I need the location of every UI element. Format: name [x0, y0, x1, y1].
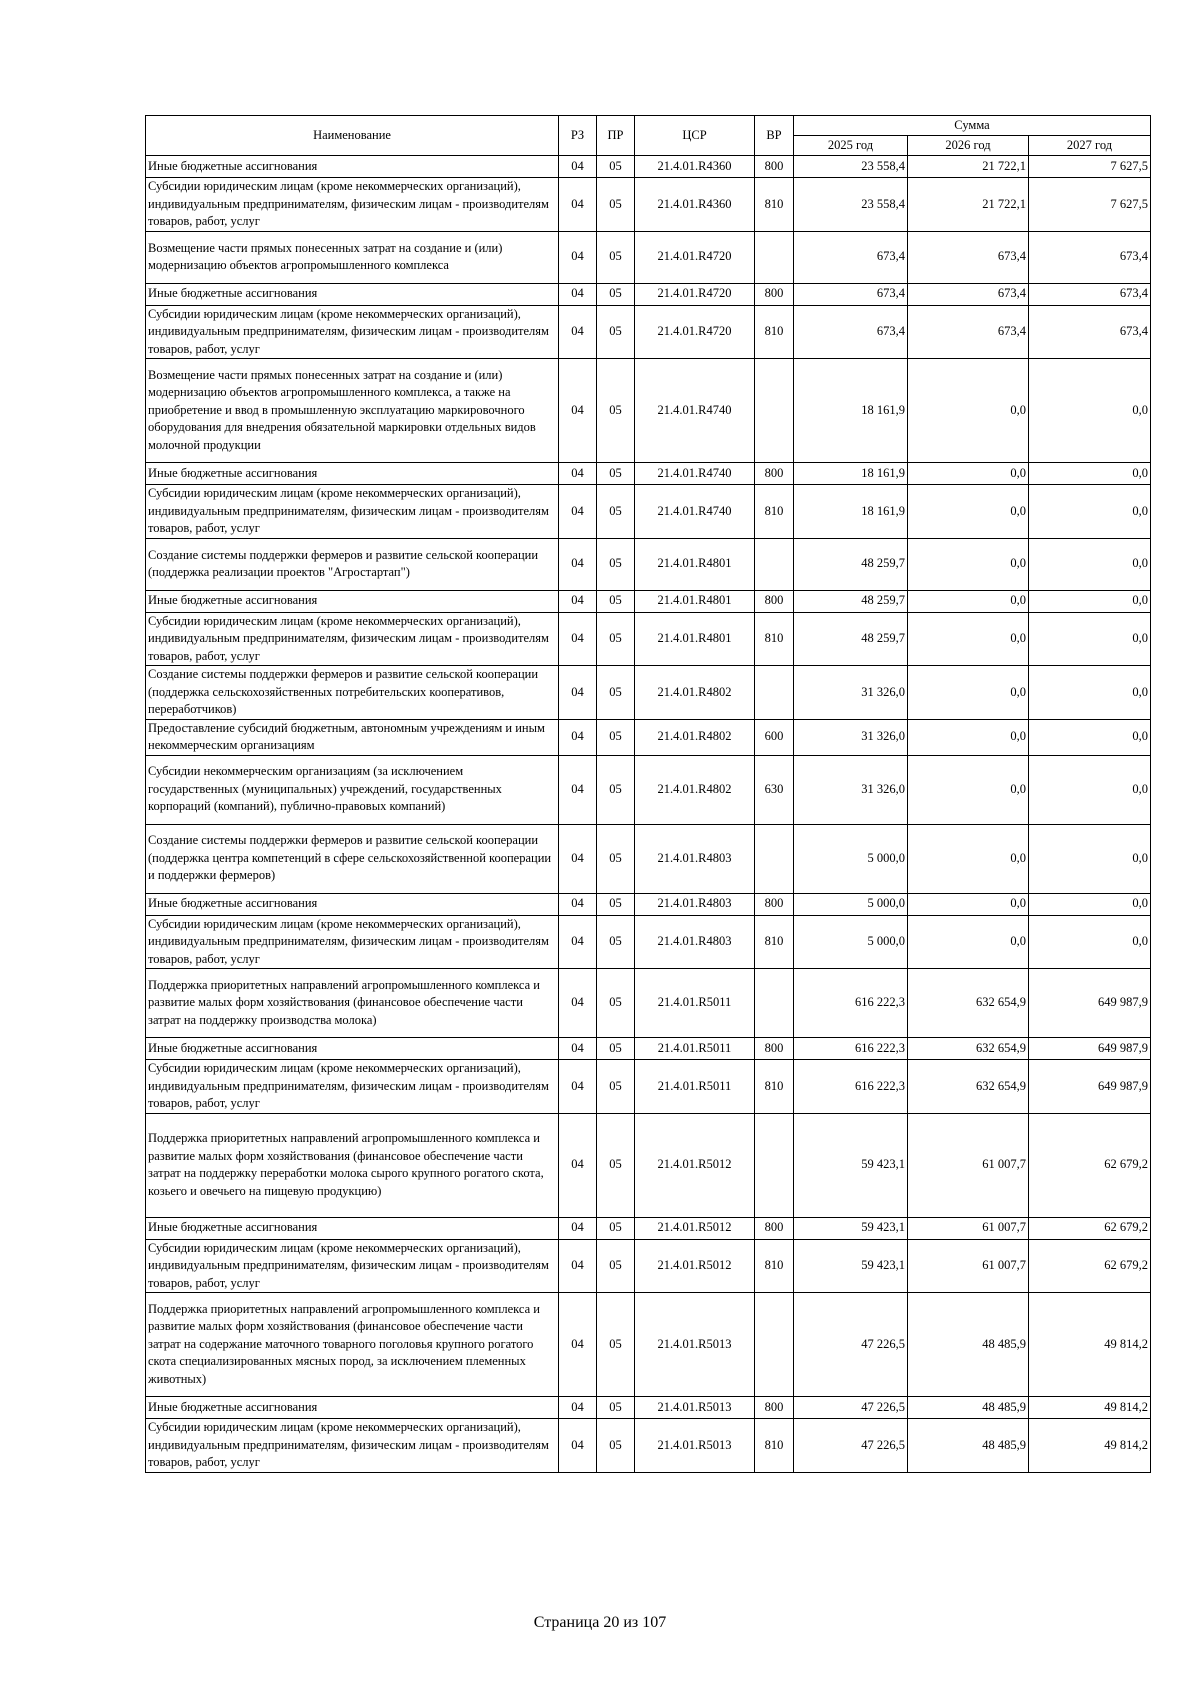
cell-rz: 04 — [559, 969, 597, 1038]
table-row — [146, 283, 1151, 305]
cell-2025: 5 000,0 — [794, 893, 908, 915]
cell-name: Субсидии юридическим лицам (кроме некоммерческих организаций), индивидуальным предпринимателям, физическим лицам - производителям товаров, работ, услуг — [146, 1239, 559, 1293]
cell-csr: 21.4.01.R4720 — [635, 283, 755, 305]
cell-pr: 05 — [597, 1293, 635, 1397]
cell-rz: 04 — [559, 755, 597, 824]
cell-vr: 810 — [755, 612, 794, 666]
cell-2025: 59 423,1 — [794, 1239, 908, 1293]
table-body — [146, 156, 1151, 1473]
cell-vr — [755, 359, 794, 463]
cell-vr — [755, 1113, 794, 1217]
cell-name: Иные бюджетные ассигнования — [146, 590, 559, 612]
cell-csr: 21.4.01.R5012 — [635, 1217, 755, 1239]
cell-csr: 21.4.01.R5011 — [635, 1060, 755, 1114]
cell-pr: 05 — [597, 305, 635, 359]
cell-2026: 48 485,9 — [908, 1293, 1029, 1397]
cell-name: Иные бюджетные ассигнования — [146, 156, 559, 178]
cell-pr: 05 — [597, 1239, 635, 1293]
cell-vr: 630 — [755, 755, 794, 824]
cell-name: Возмещение части прямых понесенных затрат на создание и (или) модернизацию объектов агропромышленного комплекса — [146, 231, 559, 283]
cell-rz: 04 — [559, 1038, 597, 1060]
cell-name: Поддержка приоритетных направлений агропромышленного комплекса и развитие малых форм хозяйствования (финансовое обеспечение части затрат на поддержку переработки молока сырого крупного рогатого скота, козьего и овечьего на пищевую продукцию) — [146, 1113, 559, 1217]
cell-2025: 616 222,3 — [794, 1060, 908, 1114]
cell-pr: 05 — [597, 178, 635, 232]
cell-rz: 04 — [559, 1217, 597, 1239]
table-row — [146, 359, 1151, 463]
cell-2026: 0,0 — [908, 824, 1029, 893]
table-row — [146, 156, 1151, 178]
cell-2026: 632 654,9 — [908, 969, 1029, 1038]
cell-2027: 0,0 — [1029, 719, 1151, 755]
cell-pr: 05 — [597, 231, 635, 283]
cell-vr — [755, 666, 794, 720]
cell-csr: 21.4.01.R5013 — [635, 1419, 755, 1473]
cell-pr: 05 — [597, 915, 635, 969]
cell-name: Возмещение части прямых понесенных затрат на создание и (или) модернизацию объектов агропромышленного комплекса, а также на приобретение и ввод в промышленную эксплуатацию маркировочного оборудования для внедрения обязательной маркировки отдельных видов молочной продукции — [146, 359, 559, 463]
cell-vr: 800 — [755, 1397, 794, 1419]
cell-2025: 48 259,7 — [794, 590, 908, 612]
table-row — [146, 893, 1151, 915]
cell-name: Субсидии юридическим лицам (кроме некоммерческих организаций), индивидуальным предпринимателям, физическим лицам - производителям товаров, работ, услуг — [146, 178, 559, 232]
cell-pr: 05 — [597, 1060, 635, 1114]
cell-2026: 0,0 — [908, 612, 1029, 666]
cell-pr: 05 — [597, 1217, 635, 1239]
cell-2027: 7 627,5 — [1029, 178, 1151, 232]
cell-2026: 21 722,1 — [908, 156, 1029, 178]
cell-2026: 0,0 — [908, 893, 1029, 915]
cell-pr: 05 — [597, 590, 635, 612]
cell-2026: 0,0 — [908, 590, 1029, 612]
table-row — [146, 824, 1151, 893]
cell-2027: 649 987,9 — [1029, 969, 1151, 1038]
cell-2026: 21 722,1 — [908, 178, 1029, 232]
cell-2025: 5 000,0 — [794, 915, 908, 969]
table-row — [146, 612, 1151, 666]
cell-rz: 04 — [559, 915, 597, 969]
cell-2025: 59 423,1 — [794, 1217, 908, 1239]
cell-2025: 18 161,9 — [794, 463, 908, 485]
header-sum: Сумма — [794, 116, 1151, 136]
table-row — [146, 1293, 1151, 1397]
table-row — [146, 590, 1151, 612]
cell-rz: 04 — [559, 1293, 597, 1397]
cell-csr: 21.4.01.R4740 — [635, 485, 755, 539]
header-csr: ЦСР — [635, 116, 755, 156]
cell-2025: 31 326,0 — [794, 719, 908, 755]
cell-2025: 47 226,5 — [794, 1419, 908, 1473]
cell-csr: 21.4.01.R4360 — [635, 156, 755, 178]
header-name: Наименование — [146, 116, 559, 156]
cell-2027: 49 814,2 — [1029, 1293, 1151, 1397]
table-row — [146, 1217, 1151, 1239]
cell-vr: 800 — [755, 1038, 794, 1060]
cell-2026: 61 007,7 — [908, 1239, 1029, 1293]
cell-csr: 21.4.01.R5013 — [635, 1397, 755, 1419]
cell-vr: 800 — [755, 283, 794, 305]
cell-2027: 0,0 — [1029, 666, 1151, 720]
cell-vr: 810 — [755, 178, 794, 232]
cell-rz: 04 — [559, 231, 597, 283]
cell-pr: 05 — [597, 359, 635, 463]
cell-csr: 21.4.01.R5011 — [635, 969, 755, 1038]
cell-2026: 673,4 — [908, 283, 1029, 305]
cell-2026: 48 485,9 — [908, 1419, 1029, 1473]
cell-rz: 04 — [559, 590, 597, 612]
cell-vr: 810 — [755, 1419, 794, 1473]
cell-csr: 21.4.01.R5012 — [635, 1113, 755, 1217]
cell-csr: 21.4.01.R4803 — [635, 893, 755, 915]
cell-csr: 21.4.01.R4720 — [635, 305, 755, 359]
table-row — [146, 305, 1151, 359]
cell-rz: 04 — [559, 485, 597, 539]
cell-rz: 04 — [559, 1239, 597, 1293]
cell-name: Иные бюджетные ассигнования — [146, 1397, 559, 1419]
cell-2025: 673,4 — [794, 305, 908, 359]
cell-2027: 49 814,2 — [1029, 1397, 1151, 1419]
cell-rz: 04 — [559, 1419, 597, 1473]
cell-2026: 673,4 — [908, 305, 1029, 359]
cell-2025: 48 259,7 — [794, 612, 908, 666]
cell-name: Предоставление субсидий бюджетным, автономным учреждениям и иным некоммерческим организациям — [146, 719, 559, 755]
cell-rz: 04 — [559, 538, 597, 590]
cell-pr: 05 — [597, 969, 635, 1038]
cell-2027: 0,0 — [1029, 463, 1151, 485]
cell-csr: 21.4.01.R5011 — [635, 1038, 755, 1060]
cell-2027: 62 679,2 — [1029, 1239, 1151, 1293]
cell-name: Поддержка приоритетных направлений агропромышленного комплекса и развитие малых форм хозяйствования (финансовое обеспечение части затрат на содержание маточного товарного поголовья крупного рогатого скота специализированных мясных пород, за исключением племенных животных) — [146, 1293, 559, 1397]
cell-vr: 800 — [755, 590, 794, 612]
cell-2025: 673,4 — [794, 231, 908, 283]
cell-2025: 47 226,5 — [794, 1293, 908, 1397]
cell-2027: 62 679,2 — [1029, 1217, 1151, 1239]
cell-csr: 21.4.01.R4720 — [635, 231, 755, 283]
cell-2026: 0,0 — [908, 915, 1029, 969]
cell-pr: 05 — [597, 1419, 635, 1473]
cell-2026: 0,0 — [908, 359, 1029, 463]
cell-name: Иные бюджетные ассигнования — [146, 1217, 559, 1239]
cell-name: Иные бюджетные ассигнования — [146, 893, 559, 915]
cell-2025: 23 558,4 — [794, 156, 908, 178]
cell-pr: 05 — [597, 755, 635, 824]
cell-rz: 04 — [559, 359, 597, 463]
table-row — [146, 1060, 1151, 1114]
table-row — [146, 719, 1151, 755]
cell-name: Иные бюджетные ассигнования — [146, 283, 559, 305]
table-header — [146, 116, 1151, 156]
cell-name: Субсидии некоммерческим организациям (за исключением государственных (муниципальных) учреждений, государственных корпораций (компаний), публично-правовых компаний) — [146, 755, 559, 824]
table-row — [146, 666, 1151, 720]
cell-rz: 04 — [559, 612, 597, 666]
table-row — [146, 1113, 1151, 1217]
cell-rz: 04 — [559, 719, 597, 755]
table-row — [146, 1239, 1151, 1293]
cell-csr: 21.4.01.R5013 — [635, 1293, 755, 1397]
cell-2027: 673,4 — [1029, 283, 1151, 305]
cell-2025: 616 222,3 — [794, 969, 908, 1038]
cell-csr: 21.4.01.R4740 — [635, 359, 755, 463]
cell-pr: 05 — [597, 1038, 635, 1060]
cell-2025: 23 558,4 — [794, 178, 908, 232]
cell-2027: 7 627,5 — [1029, 156, 1151, 178]
cell-name: Иные бюджетные ассигнования — [146, 1038, 559, 1060]
cell-name: Создание системы поддержки фермеров и развитие сельской кооперации (поддержка центра компетенций в сфере сельскохозяйственной кооперации и поддержки фермеров) — [146, 824, 559, 893]
cell-rz: 04 — [559, 1397, 597, 1419]
cell-2027: 0,0 — [1029, 824, 1151, 893]
cell-name: Создание системы поддержки фермеров и развитие сельской кооперации (поддержка сельскохозяйственных потребительских кооперативов, переработчиков) — [146, 666, 559, 720]
cell-2026: 632 654,9 — [908, 1060, 1029, 1114]
cell-2026: 0,0 — [908, 719, 1029, 755]
budget-table — [145, 115, 1151, 1473]
cell-2027: 673,4 — [1029, 231, 1151, 283]
cell-csr: 21.4.01.R4803 — [635, 824, 755, 893]
cell-pr: 05 — [597, 666, 635, 720]
cell-csr: 21.4.01.R4802 — [635, 666, 755, 720]
cell-name: Субсидии юридическим лицам (кроме некоммерческих организаций), индивидуальным предпринимателям, физическим лицам - производителям товаров, работ, услуг — [146, 305, 559, 359]
cell-pr: 05 — [597, 612, 635, 666]
cell-rz: 04 — [559, 463, 597, 485]
cell-rz: 04 — [559, 283, 597, 305]
cell-csr: 21.4.01.R4801 — [635, 612, 755, 666]
page-number: Страница 20 из 107 — [533, 1614, 667, 1631]
cell-vr: 810 — [755, 485, 794, 539]
cell-2027: 62 679,2 — [1029, 1113, 1151, 1217]
cell-2027: 49 814,2 — [1029, 1419, 1151, 1473]
cell-name: Субсидии юридическим лицам (кроме некоммерческих организаций), индивидуальным предпринимателям, физическим лицам - производителям товаров, работ, услуг — [146, 915, 559, 969]
cell-vr: 800 — [755, 893, 794, 915]
cell-rz: 04 — [559, 178, 597, 232]
header-vr: ВР — [755, 116, 794, 156]
cell-vr — [755, 231, 794, 283]
cell-2026: 61 007,7 — [908, 1113, 1029, 1217]
header-year-2026: 2026 год — [908, 136, 1029, 156]
cell-pr: 05 — [597, 485, 635, 539]
cell-name: Субсидии юридическим лицам (кроме некоммерческих организаций), индивидуальным предпринимателям, физическим лицам - производителям товаров, работ, услуг — [146, 1419, 559, 1473]
table-row — [146, 1397, 1151, 1419]
cell-rz: 04 — [559, 893, 597, 915]
cell-pr: 05 — [597, 283, 635, 305]
cell-vr: 800 — [755, 463, 794, 485]
table-row — [146, 969, 1151, 1038]
cell-vr: 810 — [755, 305, 794, 359]
cell-csr: 21.4.01.R4360 — [635, 178, 755, 232]
cell-vr: 810 — [755, 1060, 794, 1114]
cell-2026: 673,4 — [908, 231, 1029, 283]
cell-2026: 48 485,9 — [908, 1397, 1029, 1419]
cell-name: Создание системы поддержки фермеров и развитие сельской кооперации (поддержка реализации проектов "Агростартап") — [146, 538, 559, 590]
cell-csr: 21.4.01.R4801 — [635, 590, 755, 612]
cell-rz: 04 — [559, 824, 597, 893]
cell-2026: 0,0 — [908, 755, 1029, 824]
cell-2026: 0,0 — [908, 485, 1029, 539]
cell-pr: 05 — [597, 463, 635, 485]
cell-pr: 05 — [597, 156, 635, 178]
cell-vr: 800 — [755, 1217, 794, 1239]
cell-name: Субсидии юридическим лицам (кроме некоммерческих организаций), индивидуальным предпринимателям, физическим лицам - производителям товаров, работ, услуг — [146, 1060, 559, 1114]
header-year-2025: 2025 год — [794, 136, 908, 156]
cell-rz: 04 — [559, 1060, 597, 1114]
cell-2025: 31 326,0 — [794, 666, 908, 720]
cell-vr — [755, 1293, 794, 1397]
cell-2025: 18 161,9 — [794, 485, 908, 539]
cell-vr — [755, 824, 794, 893]
cell-rz: 04 — [559, 305, 597, 359]
cell-2027: 0,0 — [1029, 359, 1151, 463]
cell-csr: 21.4.01.R5012 — [635, 1239, 755, 1293]
cell-vr — [755, 969, 794, 1038]
table-row — [146, 485, 1151, 539]
cell-pr: 05 — [597, 538, 635, 590]
header-rz: РЗ — [559, 116, 597, 156]
cell-2027: 673,4 — [1029, 305, 1151, 359]
cell-vr: 800 — [755, 156, 794, 178]
cell-2027: 649 987,9 — [1029, 1060, 1151, 1114]
cell-pr: 05 — [597, 1397, 635, 1419]
cell-2025: 616 222,3 — [794, 1038, 908, 1060]
table-row — [146, 755, 1151, 824]
cell-name: Иные бюджетные ассигнования — [146, 463, 559, 485]
cell-2026: 0,0 — [908, 666, 1029, 720]
cell-2027: 0,0 — [1029, 612, 1151, 666]
cell-2027: 0,0 — [1029, 485, 1151, 539]
table-row — [146, 1419, 1151, 1473]
table-row — [146, 1038, 1151, 1060]
table-row — [146, 178, 1151, 232]
cell-2025: 18 161,9 — [794, 359, 908, 463]
cell-name: Субсидии юридическим лицам (кроме некоммерческих организаций), индивидуальным предпринимателям, физическим лицам - производителям товаров, работ, услуг — [146, 612, 559, 666]
cell-csr: 21.4.01.R4801 — [635, 538, 755, 590]
cell-vr: 810 — [755, 1239, 794, 1293]
cell-2027: 0,0 — [1029, 755, 1151, 824]
cell-2027: 0,0 — [1029, 893, 1151, 915]
cell-2027: 0,0 — [1029, 538, 1151, 590]
cell-rz: 04 — [559, 666, 597, 720]
cell-rz: 04 — [559, 1113, 597, 1217]
cell-2027: 649 987,9 — [1029, 1038, 1151, 1060]
cell-vr: 810 — [755, 915, 794, 969]
table-row — [146, 231, 1151, 283]
cell-pr: 05 — [597, 1113, 635, 1217]
cell-2025: 59 423,1 — [794, 1113, 908, 1217]
table-row — [146, 463, 1151, 485]
cell-csr: 21.4.01.R4740 — [635, 463, 755, 485]
cell-pr: 05 — [597, 824, 635, 893]
cell-2026: 61 007,7 — [908, 1217, 1029, 1239]
header-pr: ПР — [597, 116, 635, 156]
table-row — [146, 538, 1151, 590]
cell-2025: 31 326,0 — [794, 755, 908, 824]
cell-2025: 48 259,7 — [794, 538, 908, 590]
cell-2027: 0,0 — [1029, 915, 1151, 969]
cell-2026: 0,0 — [908, 538, 1029, 590]
cell-vr — [755, 538, 794, 590]
cell-csr: 21.4.01.R4803 — [635, 915, 755, 969]
cell-rz: 04 — [559, 156, 597, 178]
cell-pr: 05 — [597, 893, 635, 915]
cell-2026: 0,0 — [908, 463, 1029, 485]
cell-csr: 21.4.01.R4802 — [635, 755, 755, 824]
cell-2027: 0,0 — [1029, 590, 1151, 612]
cell-csr: 21.4.01.R4802 — [635, 719, 755, 755]
cell-2026: 632 654,9 — [908, 1038, 1029, 1060]
cell-pr: 05 — [597, 719, 635, 755]
table-row — [146, 915, 1151, 969]
cell-vr: 600 — [755, 719, 794, 755]
cell-2025: 673,4 — [794, 283, 908, 305]
cell-2025: 5 000,0 — [794, 824, 908, 893]
cell-2025: 47 226,5 — [794, 1397, 908, 1419]
header-year-2027: 2027 год — [1029, 136, 1151, 156]
cell-name: Субсидии юридическим лицам (кроме некоммерческих организаций), индивидуальным предпринимателям, физическим лицам - производителям товаров, работ, услуг — [146, 485, 559, 539]
cell-name: Поддержка приоритетных направлений агропромышленного комплекса и развитие малых форм хозяйствования (финансовое обеспечение части затрат на поддержку производства молока) — [146, 969, 559, 1038]
